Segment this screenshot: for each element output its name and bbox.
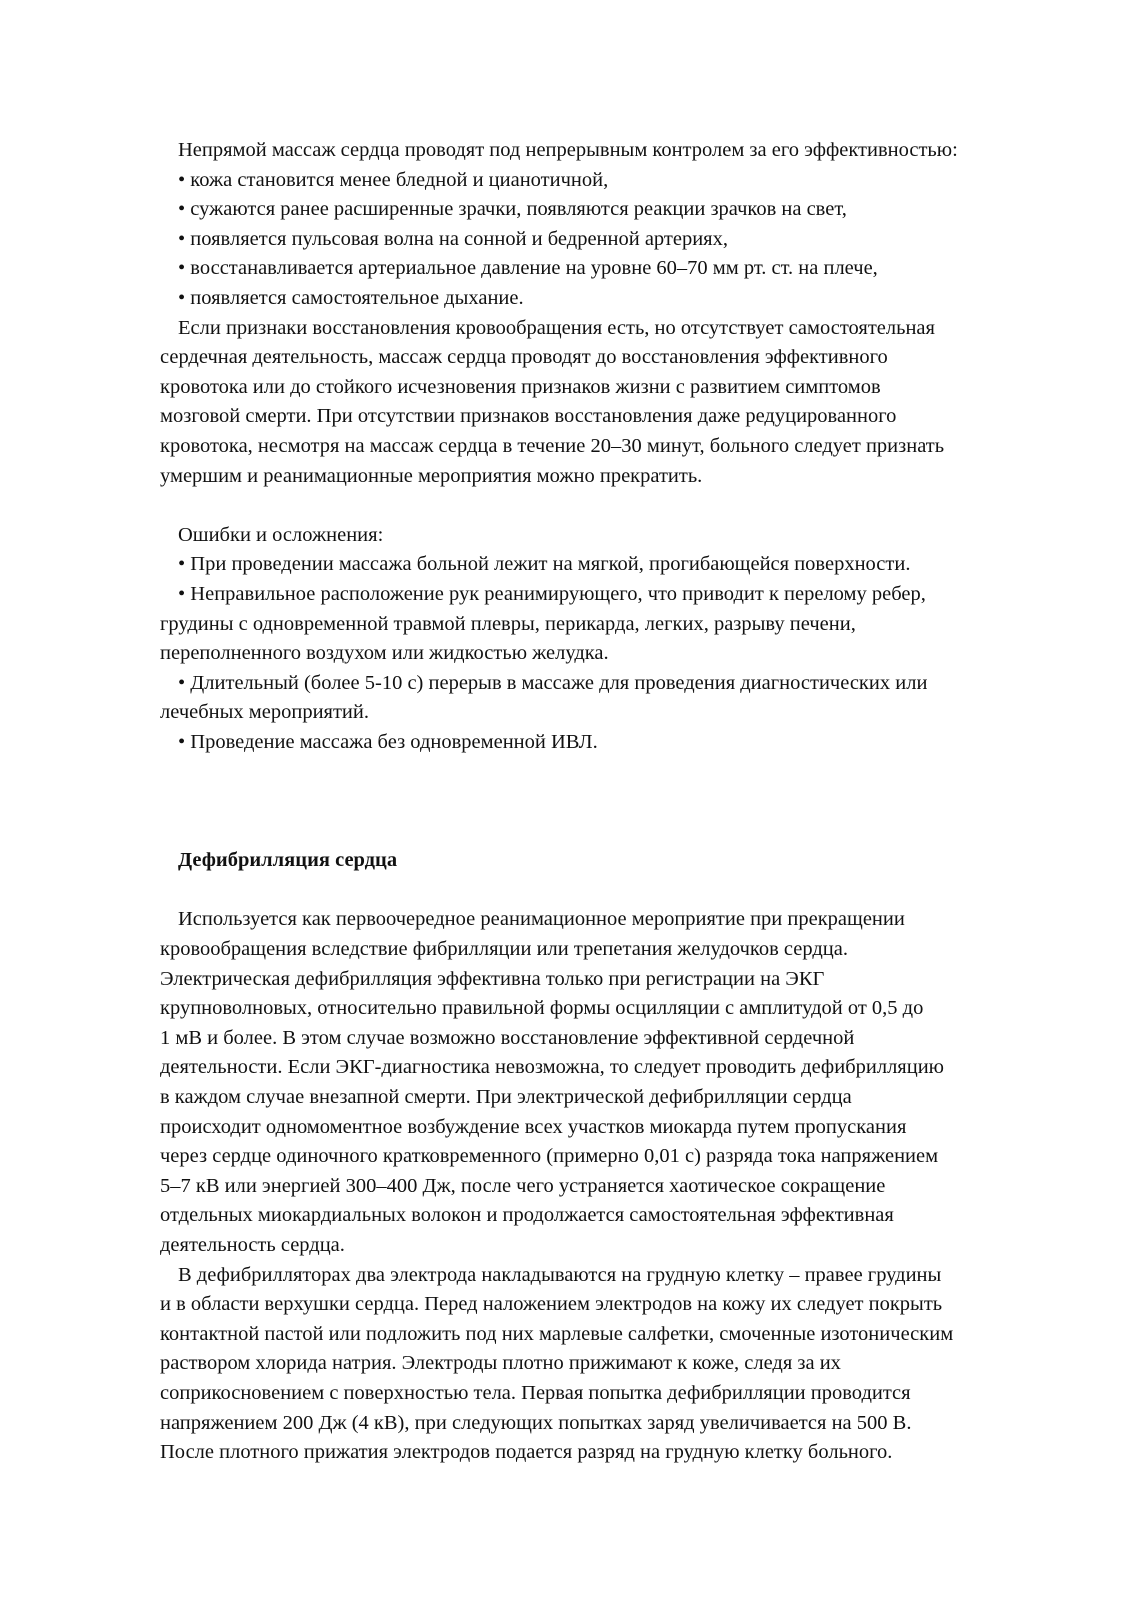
paragraph-line: деятельность сердца. [160,1233,345,1256]
error-item-line: • Неправильное расположение рук реанимирующего, что приводит к перелому ребер, [178,582,926,605]
error-item: • При проведении массажа больной лежит на мягкой, прогибающейся поверхности. [178,553,911,576]
error-item [160,669,1040,728]
circulation-paragraph [160,314,1040,492]
error-item-line: лечебных мероприятий. [160,701,369,724]
control-bullet: • сужаются ранее расширенные зрачки, появляются реакции зрачков на свет, [178,198,847,221]
paragraph-line: мозговой смерти. При отсутствии признаков восстановления даже редуцированного [160,405,897,428]
control-bullet: • появляется пульсовая волна на сонной и бедренной артериях, [178,227,728,250]
error-item: • Проведение массажа без одновременной ИВЛ. [178,730,598,753]
paragraph-line: деятельности. Если ЭКГ-диагностика невозможна, то следует проводить дефибрилляцию [160,1056,944,1079]
paragraph-line: умершим и реанимационные мероприятия можно прекратить. [160,464,703,487]
paragraph-line: сердечная деятельность, массаж сердца проводят до восстановления эффективного [160,346,888,369]
document-text [160,136,1040,1468]
paragraph-line: В дефибрилляторах два электрода накладываются на грудную клетку – правее грудины [178,1263,942,1286]
error-item-line: грудины с одновременной травмой плевры, перикарда, легких, разрыву печени, [160,612,856,635]
paragraph-line: происходит одномоментное возбуждение всех участков миокарда путем пропускания [160,1115,907,1138]
paragraph-line: кровотока или до стойкого исчезновения признаков жизни с развитием симптомов [160,375,881,398]
paragraph-line: 1 мВ и более. В этом случае возможно восстановление эффективной сердечной [160,1026,855,1049]
error-item [160,580,1040,669]
control-bullet: • кожа становится менее бледной и цианотичной, [178,168,609,191]
error-item-line: • Длительный (более 5-10 с) перерыв в массаже для проведения диагностических или [178,671,928,694]
paragraph-line: 5–7 кВ или энергией 300–400 Дж, после чего устраняется хаотическое сокращение [160,1174,886,1197]
control-bullet: • появляется самостоятельное дыхание. [178,286,524,309]
paragraph-line: через сердце одиночного кратковременного (примерно 0,01 с) разряда тока напряжением [160,1145,939,1168]
paragraph-line: контактной пастой или подложить под них марлевые салфетки, смоченные изотоническим [160,1322,954,1345]
paragraph-line: раствором хлорида натрия. Электроды плотно прижимают к коже, следя за их [160,1352,841,1375]
paragraph-line: соприкосновением с поверхностью тела. Первая попытка дефибрилляции проводится [160,1381,911,1404]
paragraph-line: Если признаки восстановления кровообращения есть, но отсутствует самостоятельная [178,316,935,339]
paragraph-line: отдельных миокардиальных волокон и продолжается самостоятельная эффективная [160,1204,894,1227]
massage-control-intro: Непрямой массаж сердца проводят под непрерывным контролем за его эффективностью: [178,139,958,161]
errors-title: Ошибки и осложнения: [178,523,384,546]
error-item-line: переполненного воздухом или жидкостью желудка. [160,642,609,665]
paragraph-line: кровотока, несмотря на массаж сердца в течение 20–30 минут, больного следует признать [160,434,945,457]
control-bullet: • восстанавливается артериальное давление на уровне 60–70 мм рт. ст. на плече, [178,257,878,280]
defibrillation-paragraph-1 [160,905,1040,1260]
paragraph-line: Используется как первоочередное реанимационное мероприятие при прекращении [178,908,905,931]
paragraph-line: и в области верхушки сердца. Перед наложением электродов на кожу их следует покрыть [160,1293,943,1316]
paragraph-line: После плотного прижатия электродов подается разряд на грудную клетку больного. [160,1441,893,1464]
section-heading: Дефибрилляция сердца [178,849,398,872]
paragraph-line: напряжением 200 Дж (4 кВ), при следующих попытках заряд увеличивается на 500 В. [160,1411,912,1434]
paragraph-line: кровообращения вследствие фибрилляции или трепетания желудочков сердца. [160,938,848,961]
paragraph-line: в каждом случае внезапной смерти. При электрической дефибрилляции сердца [160,1086,852,1109]
paragraph-line: Электрическая дефибрилляция эффективна только при регистрации на ЭКГ [160,967,825,990]
defibrillation-paragraph-2 [160,1261,1040,1468]
paragraph-line: крупноволновых, относительно правильной формы осцилляции с амплитудой от 0,5 до [160,997,924,1020]
